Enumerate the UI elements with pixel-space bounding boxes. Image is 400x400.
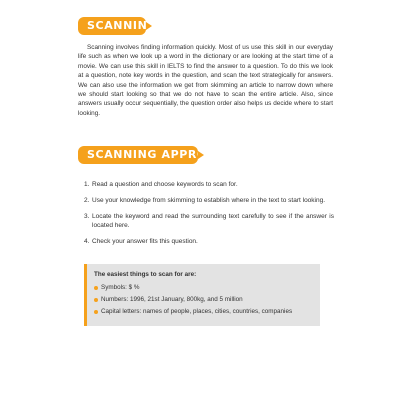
tip-item	[94, 308, 313, 316]
step-number: 1.	[84, 181, 90, 188]
tip-box-list	[94, 284, 313, 316]
approach-steps-list	[84, 180, 334, 253]
tip-item-text: Numbers: 1996, 21st January, 800kg, and 5 million	[101, 296, 243, 303]
approach-step	[84, 212, 334, 231]
step-text: Check your answer fits this question.	[92, 238, 198, 246]
scanning-paragraph: Scanning involves finding information quickly. Most of us use this skill in our everyday life such as when we look up a word in the dictionary or are looking at the start time of a movie. We can use this skill in IELTS to find the answer to a question. To do this we look at a question, note key words in the question, and scan the text strategically for answers. We can also use the information we get from skimming an article to narrow down where we should start looking so that we do not have to scan the entire article. Also, since answers usually occur sequentially, the question order also helps us decide where to start looking.	[78, 44, 333, 117]
step-text: Locate the keyword and read the surrounding text carefully to see if the answer is located here.	[92, 212, 334, 230]
tip-box-title: The easiest things to scan for are:	[94, 271, 197, 278]
tip-box	[84, 264, 320, 326]
tip-item-text: Symbols: $ %	[101, 284, 140, 291]
scanning-approach-heading-banner	[78, 146, 235, 164]
tip-item-text: Capital letters: names of people, places, cities, countries, companies	[101, 308, 293, 315]
bullet-dot-icon	[94, 286, 98, 290]
scanning-heading: SCANNING	[87, 19, 158, 32]
step-text: Read a question and choose keywords to scan for.	[92, 181, 238, 188]
step-number: 2.	[84, 196, 90, 204]
bullet-dot-icon	[94, 298, 98, 302]
scanning-approach-heading: SCANNING APPROACH	[87, 148, 235, 161]
tip-item	[94, 296, 313, 304]
tip-item	[94, 284, 313, 292]
approach-step	[84, 180, 334, 189]
scanning-heading-banner	[78, 17, 158, 35]
approach-step	[84, 237, 334, 246]
approach-step	[84, 196, 334, 205]
step-number: 4.	[84, 238, 90, 246]
step-text: Use your knowledge from skimming to establish where in the text to start looking.	[92, 196, 326, 204]
step-number: 3.	[84, 212, 90, 220]
bullet-dot-icon	[94, 310, 98, 314]
